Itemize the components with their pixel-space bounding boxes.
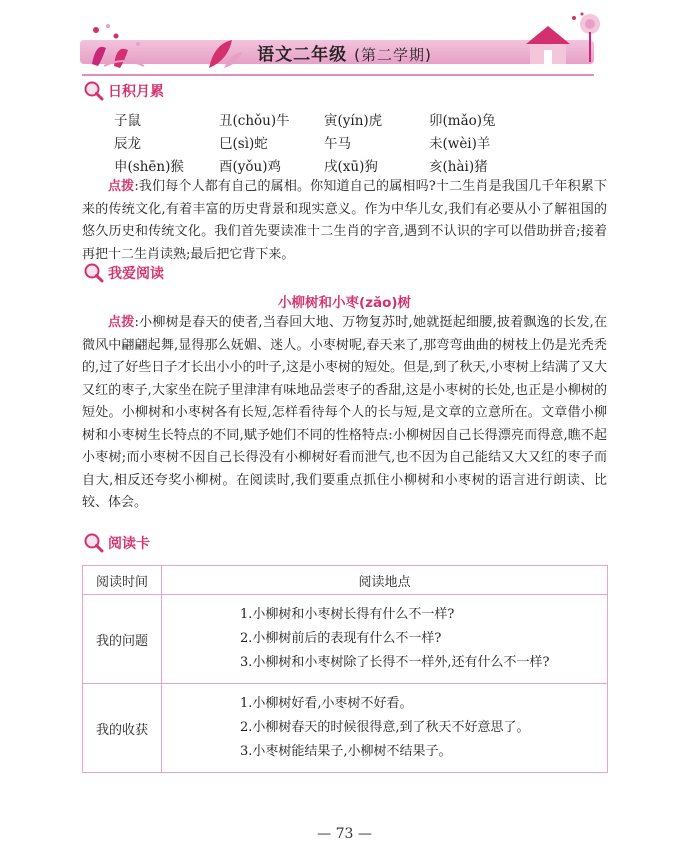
- page-header: [0, 0, 689, 80]
- tip-text: :我们每个人都有自己的属相。你知道自己的属相吗?十二生肖是我国几千年积累下来的传统文化,有着丰富的历史背景和现实意义。作为中华儿女,我们有必要从小了解祖国的悠久历史和传统文化。我们首先要读准十二生肖的字音,遇到不认识的字可以借助拼音;接着再把十二生肖读熟;最后把它背下来。: [82, 179, 607, 262]
- zodiac-item: 子鼠: [114, 113, 141, 129]
- questions-label: 我的问题: [83, 595, 162, 684]
- magnifier-icon: [82, 262, 104, 284]
- questions-cell: [162, 595, 608, 684]
- section-accumulate-heading: [82, 80, 164, 102]
- tip-label: 点拨: [108, 315, 135, 330]
- harvest-cell: [162, 684, 608, 773]
- book-title: 语文二年级: [257, 45, 348, 65]
- tip-label: 点拨: [108, 179, 135, 194]
- zodiac-item: 午马: [324, 136, 351, 152]
- harvest-item: 1.小柳树好看,小枣树不好看。: [240, 696, 413, 711]
- semester-label: (第二学期): [354, 46, 432, 64]
- zodiac-item: 卯(mǎo)兔: [429, 113, 496, 129]
- header-divider: [82, 74, 594, 76]
- story-title: 小柳树和小枣(zǎo)树: [277, 295, 412, 311]
- story-tip-paragraph: [82, 312, 607, 515]
- harvest-item: 2.小柳树春天的时候很得意,到了秋天不好意思了。: [240, 720, 530, 735]
- section-label: 日积月累: [108, 84, 164, 100]
- question-item: 2.小柳树前后的表现有什么不一样?: [240, 631, 442, 646]
- harvest-item: 3.小枣树能结果子,小柳树不结果子。: [240, 744, 452, 759]
- zodiac-item: 未(wèi)羊: [429, 136, 491, 152]
- section-card-heading: [82, 532, 150, 554]
- header-title: [0, 40, 689, 65]
- zodiac-row: [114, 110, 534, 133]
- page-number: — 73 —: [317, 826, 372, 842]
- zodiac-item: 辰龙: [114, 136, 141, 152]
- zodiac-item: 申(shēn)猴: [114, 159, 184, 175]
- zodiac-item: 酉(yǒu)鸡: [219, 159, 281, 175]
- card-header-row: [83, 566, 608, 595]
- section-label: 阅读卡: [108, 536, 150, 552]
- col-reading-time: 阅读时间: [83, 566, 162, 595]
- zodiac-item: 亥(hài)猪: [429, 159, 488, 175]
- zodiac-item: 巳(sì)蛇: [219, 136, 268, 152]
- question-item: 3.小柳树和小枣树除了长得不一样外,还有什么不一样?: [240, 655, 550, 670]
- harvest-label: 我的收获: [83, 684, 162, 773]
- section-reading-heading: [82, 262, 164, 284]
- tip-text: :小柳树是春天的使者,当春回大地、万物复苏时,她就挺起细腰,披着飘逸的长发,在微风中翩翩起舞,显得那么妩媚、迷人。小枣树呢,春天来了,那弯弯曲曲的树枝上仍是光秃秃的,过了好些日子才长出小小的叶子,这是小枣树的短处。但是,到了秋天,小枣树上结满了又大又红的枣子,大家坐在院子里津津有味地品尝枣子的香甜,这是小枣树的长处,也正是小柳树的短处。小柳树和小枣树各有长短,怎样看待每个人的长与短,是文章的立意所在。文章借小柳树和小枣树生长特点的不同,赋予她们不同的性格特点:小柳树因自己长得漂亮而得意,瞧不起小枣树;而小枣树不因自己长得没有小柳树好看而泄气,也不因为自己能结又大又红的枣子而自大,相反还夸奖小柳树。在阅读时,我们要重点抓住小柳树和小枣树的语言进行朗读、比较、体会。: [82, 315, 607, 510]
- zodiac-item: 寅(yín)虎: [324, 113, 383, 129]
- zodiac-row: [114, 133, 534, 156]
- zodiac-tip-paragraph: [82, 176, 607, 266]
- col-reading-place: 阅读地点: [162, 566, 608, 595]
- card-questions-row: [83, 595, 608, 684]
- magnifier-icon: [82, 80, 104, 102]
- reading-card-table: [82, 565, 608, 773]
- magnifier-icon: [82, 532, 104, 554]
- zodiac-item: 丑(chǒu)牛: [219, 113, 290, 129]
- card-harvest-row: [83, 684, 608, 773]
- section-label: 我爱阅读: [108, 266, 164, 282]
- question-item: 1.小柳树和小枣树长得有什么不一样?: [240, 607, 455, 622]
- zodiac-list: [114, 110, 534, 179]
- zodiac-item: 戌(xū)狗: [324, 159, 378, 175]
